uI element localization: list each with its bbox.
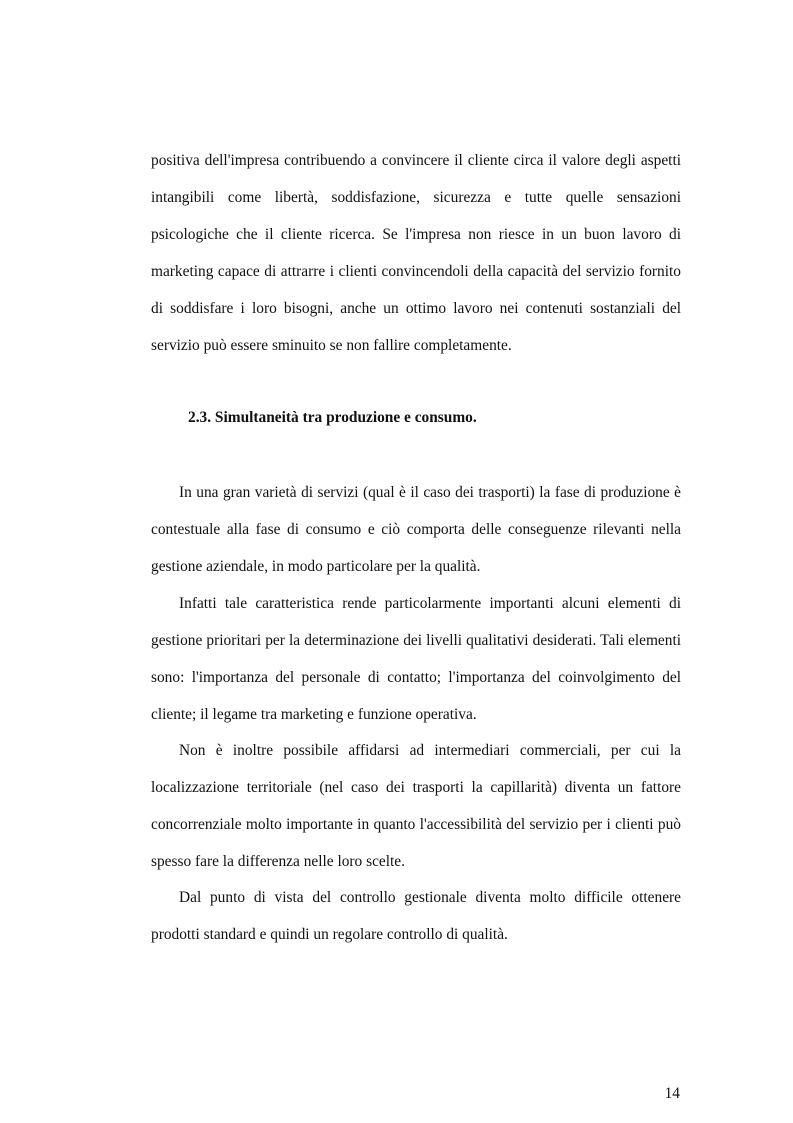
page-number: 14: [664, 1085, 680, 1102]
paragraph-continuation: positiva dell'impresa contribuendo a convincere il cliente circa il valore degli aspetti intangibili come libertà, soddisfazione, sicurezza e tutte quelle sensazioni psicologiche che il cliente ricerca. Se l'impresa non riesce in un buon lavoro di marketing capace di attrarre i clienti convincendoli della capacità del servizio fornito di soddisfare i loro bisogni, anche un ottimo lavoro nei contenuti sostanziali del servizio può essere sminuito se non fallire completamente.: [151, 152, 681, 354]
paragraph: Infatti tale caratteristica rende particolarmente importanti alcuni elementi di gestione prioritari per la determinazione dei livelli qualitativi desiderati. Tali elementi sono: l'importanza del personale di contatto; l'importanza del coinvolgimento del cliente; il legame tra marketing e funzione operativa.: [151, 595, 681, 723]
paragraph: In una gran varietà di servizi (qual è il caso dei trasporti) la fase di produzione è contestuale alla fase di consumo e ciò comporta delle conseguenze rilevanti nella gestione aziendale, in modo particolare per la qualità.: [151, 484, 681, 575]
paragraph: Non è inoltre possibile affidarsi ad intermediari commerciali, per cui la localizzazione territoriale (nel caso dei trasporti la capillarità) diventa un fattore concorrenziale molto importante in quanto l'accessibilità del servizio per i clienti può spesso fare la differenza nelle loro scelte.: [151, 742, 681, 870]
paragraph: Dal punto di vista del controllo gestionale diventa molto difficile ottenere prodotti standard e quindi un regolare controllo di qualità.: [151, 889, 681, 943]
section-heading: 2.3. Simultaneità tra produzione e consumo.: [188, 409, 477, 426]
